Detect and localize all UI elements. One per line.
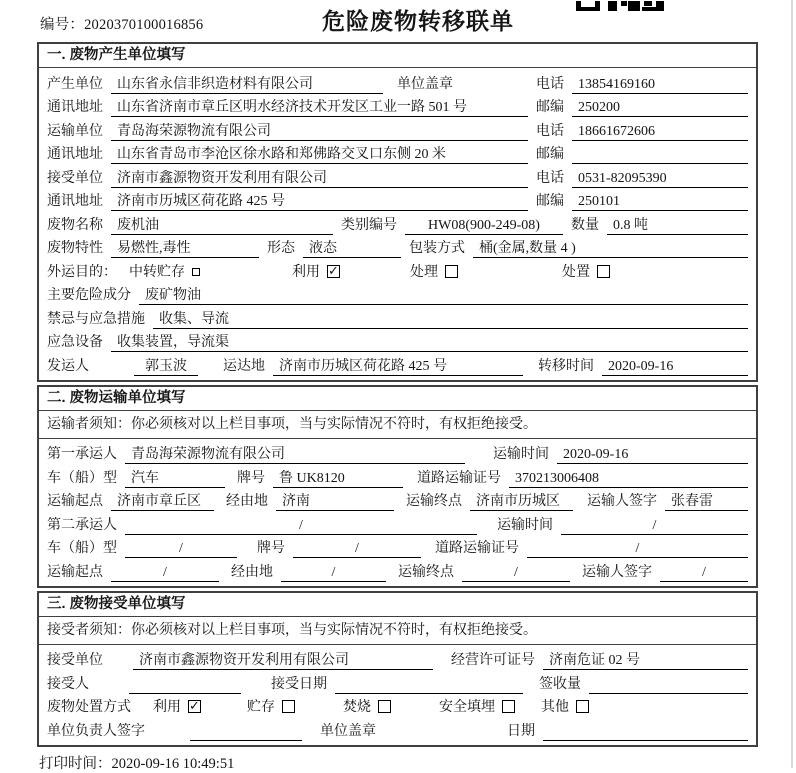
- field-label: 废物特性: [47, 241, 103, 256]
- field-value: [190, 723, 302, 741]
- field-value: [589, 676, 748, 694]
- qr-code-fragment: [576, 0, 664, 10]
- form-row: [47, 70, 748, 94]
- section-transport-title: 二. 废物运输单位填写: [39, 387, 756, 411]
- checkbox-label: 贮存: [247, 700, 275, 715]
- field-label: 第二承运人: [47, 517, 117, 533]
- form-row: [47, 352, 748, 376]
- checkbox-group: [439, 698, 515, 717]
- section-producer: [37, 42, 758, 382]
- section-transport-rows: [39, 439, 756, 586]
- field-label: 禁忌与应急措施: [47, 311, 145, 327]
- field-value: 鲁 UK8120: [273, 470, 403, 488]
- field-value: 废矿物油: [139, 287, 748, 305]
- form-row: [47, 535, 748, 559]
- field-label: 邮编: [536, 100, 564, 115]
- field-value: /: [125, 540, 237, 558]
- field-value: 山东省青岛市李沧区徐水路和郑佛路交叉口东侧 20 米: [111, 146, 528, 164]
- form-row: [47, 488, 748, 512]
- field-label: 接受单位: [47, 653, 103, 668]
- form-row: [47, 94, 748, 118]
- checkbox-unchecked-icon: [502, 700, 515, 713]
- section-receiver-rows: [39, 645, 756, 745]
- field-value: 250101: [572, 193, 748, 211]
- field-value: /: [561, 517, 748, 535]
- form-row: [47, 141, 748, 165]
- checkbox-label: 处置: [562, 264, 590, 280]
- field-label: 数量: [571, 217, 599, 233]
- field-label: 包装方式: [409, 241, 465, 256]
- form-row: [47, 188, 748, 212]
- field-value: /: [281, 564, 386, 582]
- field-value: 济南市鑫源物资开发利用有限公司: [133, 652, 433, 670]
- field-value: 汽车: [125, 470, 225, 488]
- field-label: 牌号: [237, 470, 265, 486]
- checkbox-label: 利用: [153, 700, 181, 715]
- field-value: 桶(金属,数量 4 ): [473, 240, 748, 258]
- form-row: [47, 670, 748, 694]
- field-value: /: [660, 564, 748, 582]
- field-value: 青岛海荣源物流有限公司: [125, 446, 465, 464]
- form-body: [37, 42, 758, 773]
- field-label: 电话: [536, 76, 564, 92]
- form-row: [47, 211, 748, 235]
- form-row: [47, 511, 748, 535]
- field-value: 0531-82095390: [572, 170, 748, 188]
- field-label: 经由地: [231, 564, 273, 580]
- field-label: 通讯地址: [47, 147, 103, 162]
- field-value: 济南市历城区荷花路 425 号: [111, 193, 528, 211]
- print-time-value: 2020-09-16 10:49:51: [111, 755, 235, 772]
- field-value: 易燃性,毒性: [111, 240, 259, 258]
- checkbox-unchecked-icon: [576, 700, 589, 713]
- field-value: 济南: [276, 493, 394, 511]
- field-value: /: [125, 517, 477, 535]
- checkbox-label: 其他: [541, 700, 569, 715]
- field-label: 运输时间: [493, 447, 549, 462]
- field-label: 形态: [267, 241, 295, 256]
- field-value: 张春雷: [665, 493, 748, 511]
- print-time: [37, 752, 758, 773]
- field-label: 道路运输证号: [417, 470, 501, 486]
- field-label: 车（船）型: [47, 541, 117, 556]
- field-label: 主要危险成分: [47, 288, 131, 303]
- field-label: 废物名称: [47, 217, 103, 233]
- field-value: 废机油: [111, 217, 333, 235]
- field-label: 电话: [536, 170, 564, 186]
- form-row: [47, 558, 748, 582]
- form-row: [47, 235, 748, 259]
- checkbox-unchecked-icon: [597, 265, 610, 278]
- field-label: 接受人: [47, 676, 89, 692]
- field-value: 山东省济南市章丘区明水经济技术开发区工业一路 501 号: [111, 99, 528, 117]
- field-value: 济南危证 02 号: [543, 652, 748, 670]
- form-row: [47, 717, 748, 741]
- section-producer-title: 一. 废物产生单位填写: [39, 44, 756, 68]
- form-row: [47, 694, 748, 718]
- section-producer-rows: [39, 68, 756, 380]
- checkbox-group: [129, 263, 200, 282]
- field-value: 收集、导流: [153, 311, 748, 329]
- section-receiver: [37, 591, 758, 747]
- field-label: 邮编: [536, 147, 564, 162]
- field-value: 18661672606: [572, 123, 748, 141]
- field-label: 第一承运人: [47, 447, 117, 462]
- checkbox-group: [562, 263, 610, 282]
- page-title: 危险废物转移联单: [322, 8, 514, 34]
- form-row: [47, 282, 748, 306]
- form-row: [47, 329, 748, 353]
- checkbox-group: [247, 698, 295, 717]
- field-value: 370213006408: [509, 470, 748, 488]
- field-value: HW08(900-249-08): [405, 217, 563, 235]
- field-value: 收集装置，导流渠: [111, 334, 748, 352]
- field-value: /: [527, 540, 748, 558]
- checkbox-checked-icon: ✓: [189, 699, 200, 714]
- checkbox-unchecked-icon: [378, 700, 391, 713]
- field-label: 接受日期: [271, 676, 327, 692]
- field-label: 产生单位: [47, 76, 103, 92]
- field-value: 13854169160: [572, 76, 748, 94]
- form-row: [47, 647, 748, 671]
- section-transport: [37, 385, 758, 588]
- field-label: 车（船）型: [47, 470, 117, 486]
- field-label: 外运目的：: [47, 264, 117, 280]
- field-label: 签收量: [539, 676, 581, 692]
- checkbox-unchecked-icon: [445, 265, 458, 278]
- field-label: 运输终点: [398, 564, 454, 580]
- field-value: 济南市章丘区: [111, 493, 214, 511]
- checkbox-group: [343, 698, 391, 717]
- checkbox-label: 中转贮存: [129, 264, 185, 280]
- field-label: 运达地: [223, 358, 265, 374]
- field-value: 2020-09-16: [602, 358, 748, 376]
- field-value: 青岛海荣源物流有限公司: [111, 123, 528, 141]
- section-transport-note: 运输者须知：你必须核对以上栏目事项，当与实际情况不符时，有权拒绝接受。: [39, 411, 756, 439]
- field-label: 电话: [536, 123, 564, 139]
- field-value: /: [293, 540, 421, 558]
- field-label: 运输人签字: [582, 564, 652, 580]
- field-label: 通讯地址: [47, 100, 103, 115]
- field-label: 发运人: [47, 358, 89, 374]
- field-label: 类别编号: [341, 217, 397, 233]
- field-value: 2020-09-16: [557, 446, 748, 464]
- field-label: 运输时间: [497, 517, 553, 533]
- field-label: 单位盖章: [397, 76, 453, 92]
- form-row: [47, 117, 748, 141]
- field-label: 运输起点: [47, 494, 103, 509]
- field-value: [335, 676, 523, 694]
- print-time-label: 打印时间：: [39, 755, 112, 772]
- section-receiver-title: 三. 废物接受单位填写: [39, 593, 756, 617]
- field-value: /: [462, 564, 570, 582]
- checkbox-label: 利用: [292, 264, 320, 280]
- checkbox-group: [292, 263, 340, 282]
- field-value: [543, 723, 748, 741]
- field-value: [129, 676, 241, 694]
- form-row: [47, 258, 748, 282]
- checkbox-label: 安全填埋: [439, 700, 495, 715]
- field-label: 转移时间: [538, 358, 594, 374]
- doc-number-label: 编号：: [40, 17, 85, 33]
- checkbox-group: [153, 698, 201, 717]
- field-label: 日期: [507, 723, 535, 739]
- checkbox-unchecked-icon: [192, 268, 200, 276]
- field-value: 250200: [572, 99, 748, 117]
- field-value: [572, 146, 748, 164]
- field-value: 山东省永信非织造材料有限公司: [111, 76, 383, 94]
- field-label: 牌号: [257, 541, 285, 556]
- field-value: 0.8 吨: [607, 217, 748, 235]
- field-value: 济南市鑫源物资开发利用有限公司: [111, 170, 528, 188]
- field-value: 济南市历城区荷花路 425 号: [273, 358, 523, 376]
- field-label: 应急设备: [47, 335, 103, 350]
- field-label: 运输终点: [406, 494, 462, 509]
- form-row: [47, 441, 748, 465]
- field-label: 邮编: [536, 194, 564, 209]
- field-label: 运输单位: [47, 123, 103, 139]
- field-label: 经营许可证号: [451, 653, 535, 668]
- field-value: 郭玉波: [134, 358, 198, 376]
- form-row: [47, 305, 748, 329]
- field-value: /: [111, 564, 219, 582]
- field-value: 济南市历城区: [470, 493, 573, 511]
- form-row: [47, 464, 748, 488]
- field-label: 废物处置方式: [47, 700, 131, 715]
- field-value: 液态: [303, 240, 401, 258]
- checkbox-group: [410, 263, 458, 282]
- field-label: 单位负责人签字: [47, 723, 145, 739]
- checkbox-group: [541, 698, 589, 717]
- doc-number-value: 2020370100016856: [84, 17, 204, 33]
- field-label: 道路运输证号: [435, 541, 519, 556]
- field-label: 运输人签字: [587, 494, 657, 509]
- field-label: 运输起点: [47, 564, 103, 580]
- checkbox-checked-icon: ✓: [328, 263, 339, 279]
- field-label: 经由地: [226, 494, 268, 509]
- field-label: 接受单位: [47, 170, 103, 186]
- checkbox-label: 焚烧: [343, 700, 371, 715]
- field-label: 单位盖章: [320, 723, 376, 739]
- field-label: 通讯地址: [47, 194, 103, 209]
- checkbox-unchecked-icon: [282, 700, 295, 713]
- section-receiver-note: 接受者须知：你必须核对以上栏目事项，当与实际情况不符时，有权拒绝接受。: [39, 617, 756, 645]
- form-row: [47, 164, 748, 188]
- checkbox-label: 处理: [410, 264, 438, 280]
